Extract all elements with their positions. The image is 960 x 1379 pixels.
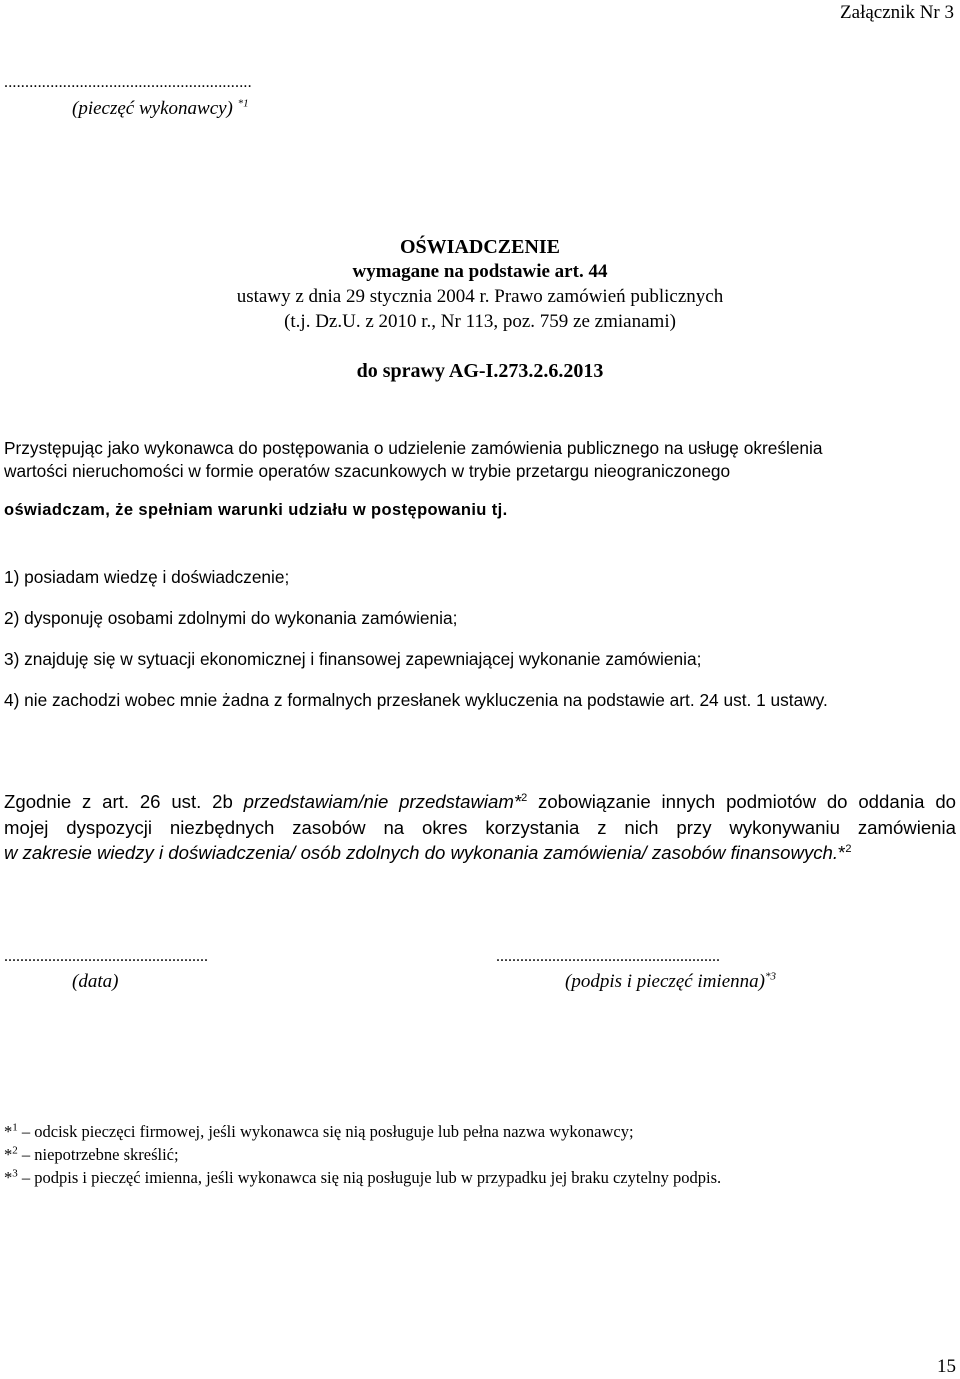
stamp-label-text: (pieczęć wykonawcy): [72, 98, 233, 119]
case-number: do sprawy AG-I.273.2.6.2013: [356, 360, 604, 382]
footnote: *$^2$ – niepotrzebne skreślić;: [4, 1144, 179, 1164]
conditions-list: [4, 567, 954, 731]
title-line-2: ustawy z dnia 29 stycznia 2004 r. Prawo zamówień publicznych: [236, 286, 724, 307]
stamp-footnote-mark: *1: [237, 97, 249, 110]
note-suffix: *: [838, 842, 846, 863]
date-dotted-line: ...................................................: [4, 948, 208, 965]
signature-dotted-line: ........................................................: [496, 948, 720, 965]
page-number: 15: [937, 1356, 956, 1377]
intro-line-2: wartości nieruchomości w formie operatów szacunkowych w trybie przetargu nieograniczonego: [4, 461, 731, 481]
signature-label: [565, 971, 776, 993]
note-middle: zobowiązanie innych podmiotów do oddania do: [527, 791, 957, 812]
list-item: 2) dysponuję osobami zdolnymi do wykonania zamówienia;: [4, 608, 458, 628]
date-label: (data): [72, 971, 119, 992]
title-line-3: (t.j. Dz.U. z 2010 r., Nr 113, poz. 759 ze zmianami): [284, 311, 676, 332]
intro-line-1: Przystępując jako wykonawca do postępowania o udzielenie zamówienia publicznego na usługę określenia: [4, 438, 823, 458]
document-title: OŚWIADCZENIE: [399, 236, 561, 258]
stamp-dotted-line: ...........................................................: [4, 74, 252, 91]
note-choice: przedstawiam/nie przedstawiam*: [243, 791, 522, 812]
footnotes: [4, 1122, 721, 1191]
footnote: *$^3$ – podpis i pieczęć imienna, jeśli wykonawca się nią posługuje lub w przypadku jej braku czytelny podpis.: [4, 1167, 722, 1187]
note-footnote-mark-2: 2: [845, 842, 852, 855]
note-scope: w zakresie wiedzy i doświadczenia/ osób zdolnych do wykonania zamówienia/ zasobów finansowych.: [4, 842, 839, 863]
note-prefix: Zgodnie z art. 26 ust. 2b: [4, 791, 244, 812]
attachment-label: Załącznik Nr 3: [840, 2, 954, 23]
declaration: oświadczam, że spełniam warunki udziału w postępowaniu tj.: [4, 501, 508, 519]
signature-label-text: (podpis i pieczęć imienna): [565, 971, 765, 992]
note-footnote-mark: 2: [521, 791, 528, 804]
list-item: 3) znajduję się w sytuacji ekonomicznej i finansowej zapewniającej wykonanie zamówienia;: [4, 649, 702, 669]
note-line-1: [4, 789, 956, 815]
list-item: 1) posiadam wiedzę i doświadczenie;: [4, 567, 290, 587]
note-line-3: [4, 840, 956, 866]
resources-note: [4, 789, 956, 866]
footnote: *$^1$ – odcisk pieczęci firmowej, jeśli wykonawca się nią posługuje lub pełna nazwa wykonawcy;: [4, 1121, 634, 1141]
stamp-label: [72, 98, 249, 120]
title-line-1: wymagane na podstawie art. 44: [352, 261, 608, 282]
list-item: 4) nie zachodzi wobec mnie żadna z formalnych przesłanek wykluczenia na podstawie art. 24 ust. 1 ustawy.: [4, 690, 828, 710]
signature-footnote-mark: *3: [764, 970, 776, 983]
note-line-2: mojej dyspozycji niezbędnych zasobów na okres korzystania z nich przy wykonywaniu zamówienia: [4, 816, 956, 838]
